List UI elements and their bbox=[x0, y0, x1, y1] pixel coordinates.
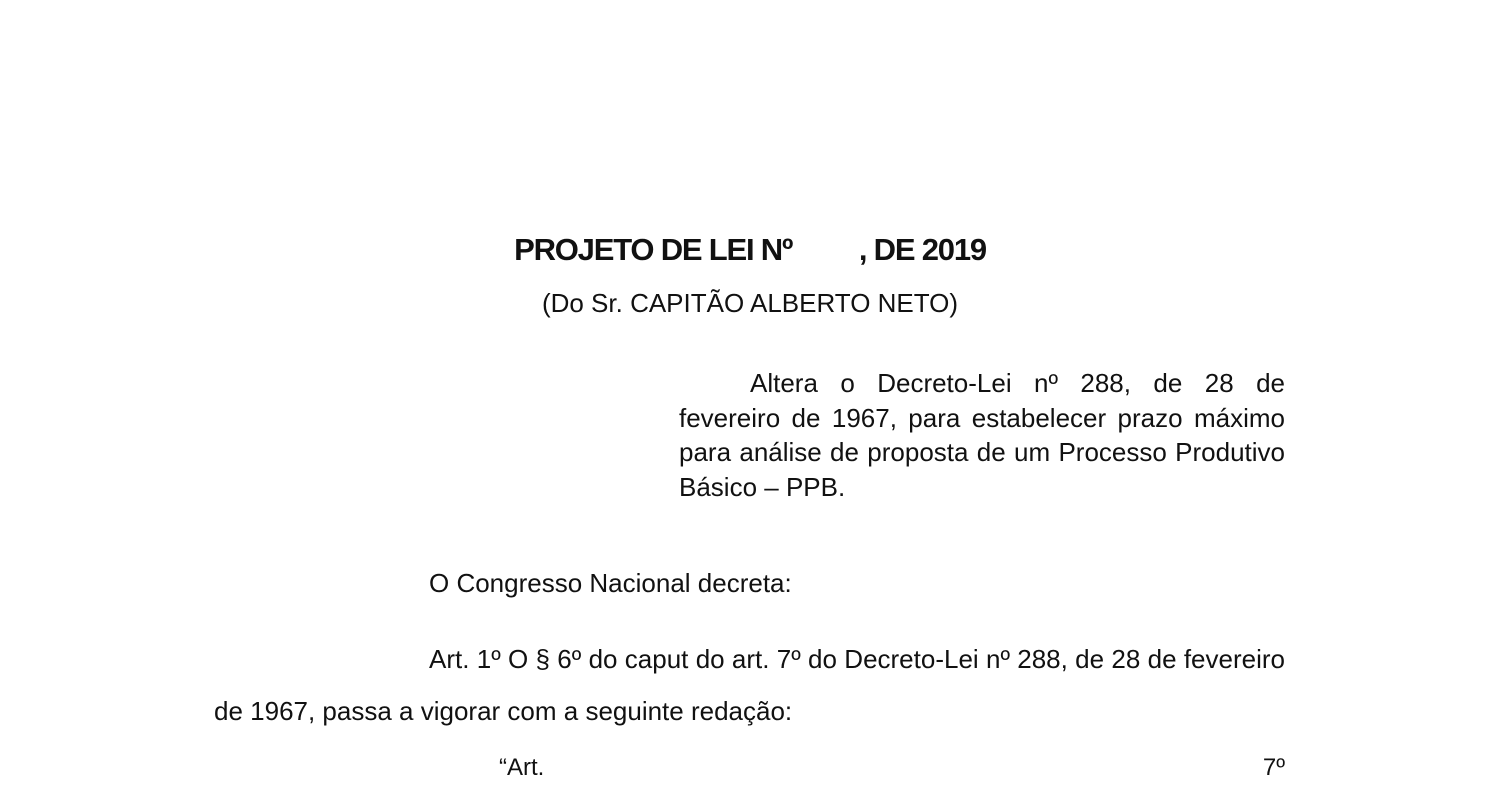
article-1: Art. 1º O § 6º do caput do art. 7º do Decreto-Lei nº 288, de 28 de fevereiro de 1967, passa a vigorar com a seguinte redação: bbox=[214, 644, 1285, 726]
enacting-clause: O Congresso Nacional decreta: bbox=[429, 568, 792, 598]
bill-summary: Altera o Decreto-Lei nº 288, de 28 de fevereiro de 1967, para estabelecer prazo máximo para análise de proposta de um Processo Produtivo Básico – PPB. bbox=[679, 368, 1285, 503]
bill-author: (Do Sr. CAPITÃO ALBERTO NETO) bbox=[541, 288, 959, 318]
quoted-article-number: 7º bbox=[1262, 754, 1285, 781]
quoted-article-start: “Art. bbox=[499, 754, 545, 781]
bill-title: PROJETO DE LEI Nº , DE 2019 bbox=[514, 232, 986, 267]
